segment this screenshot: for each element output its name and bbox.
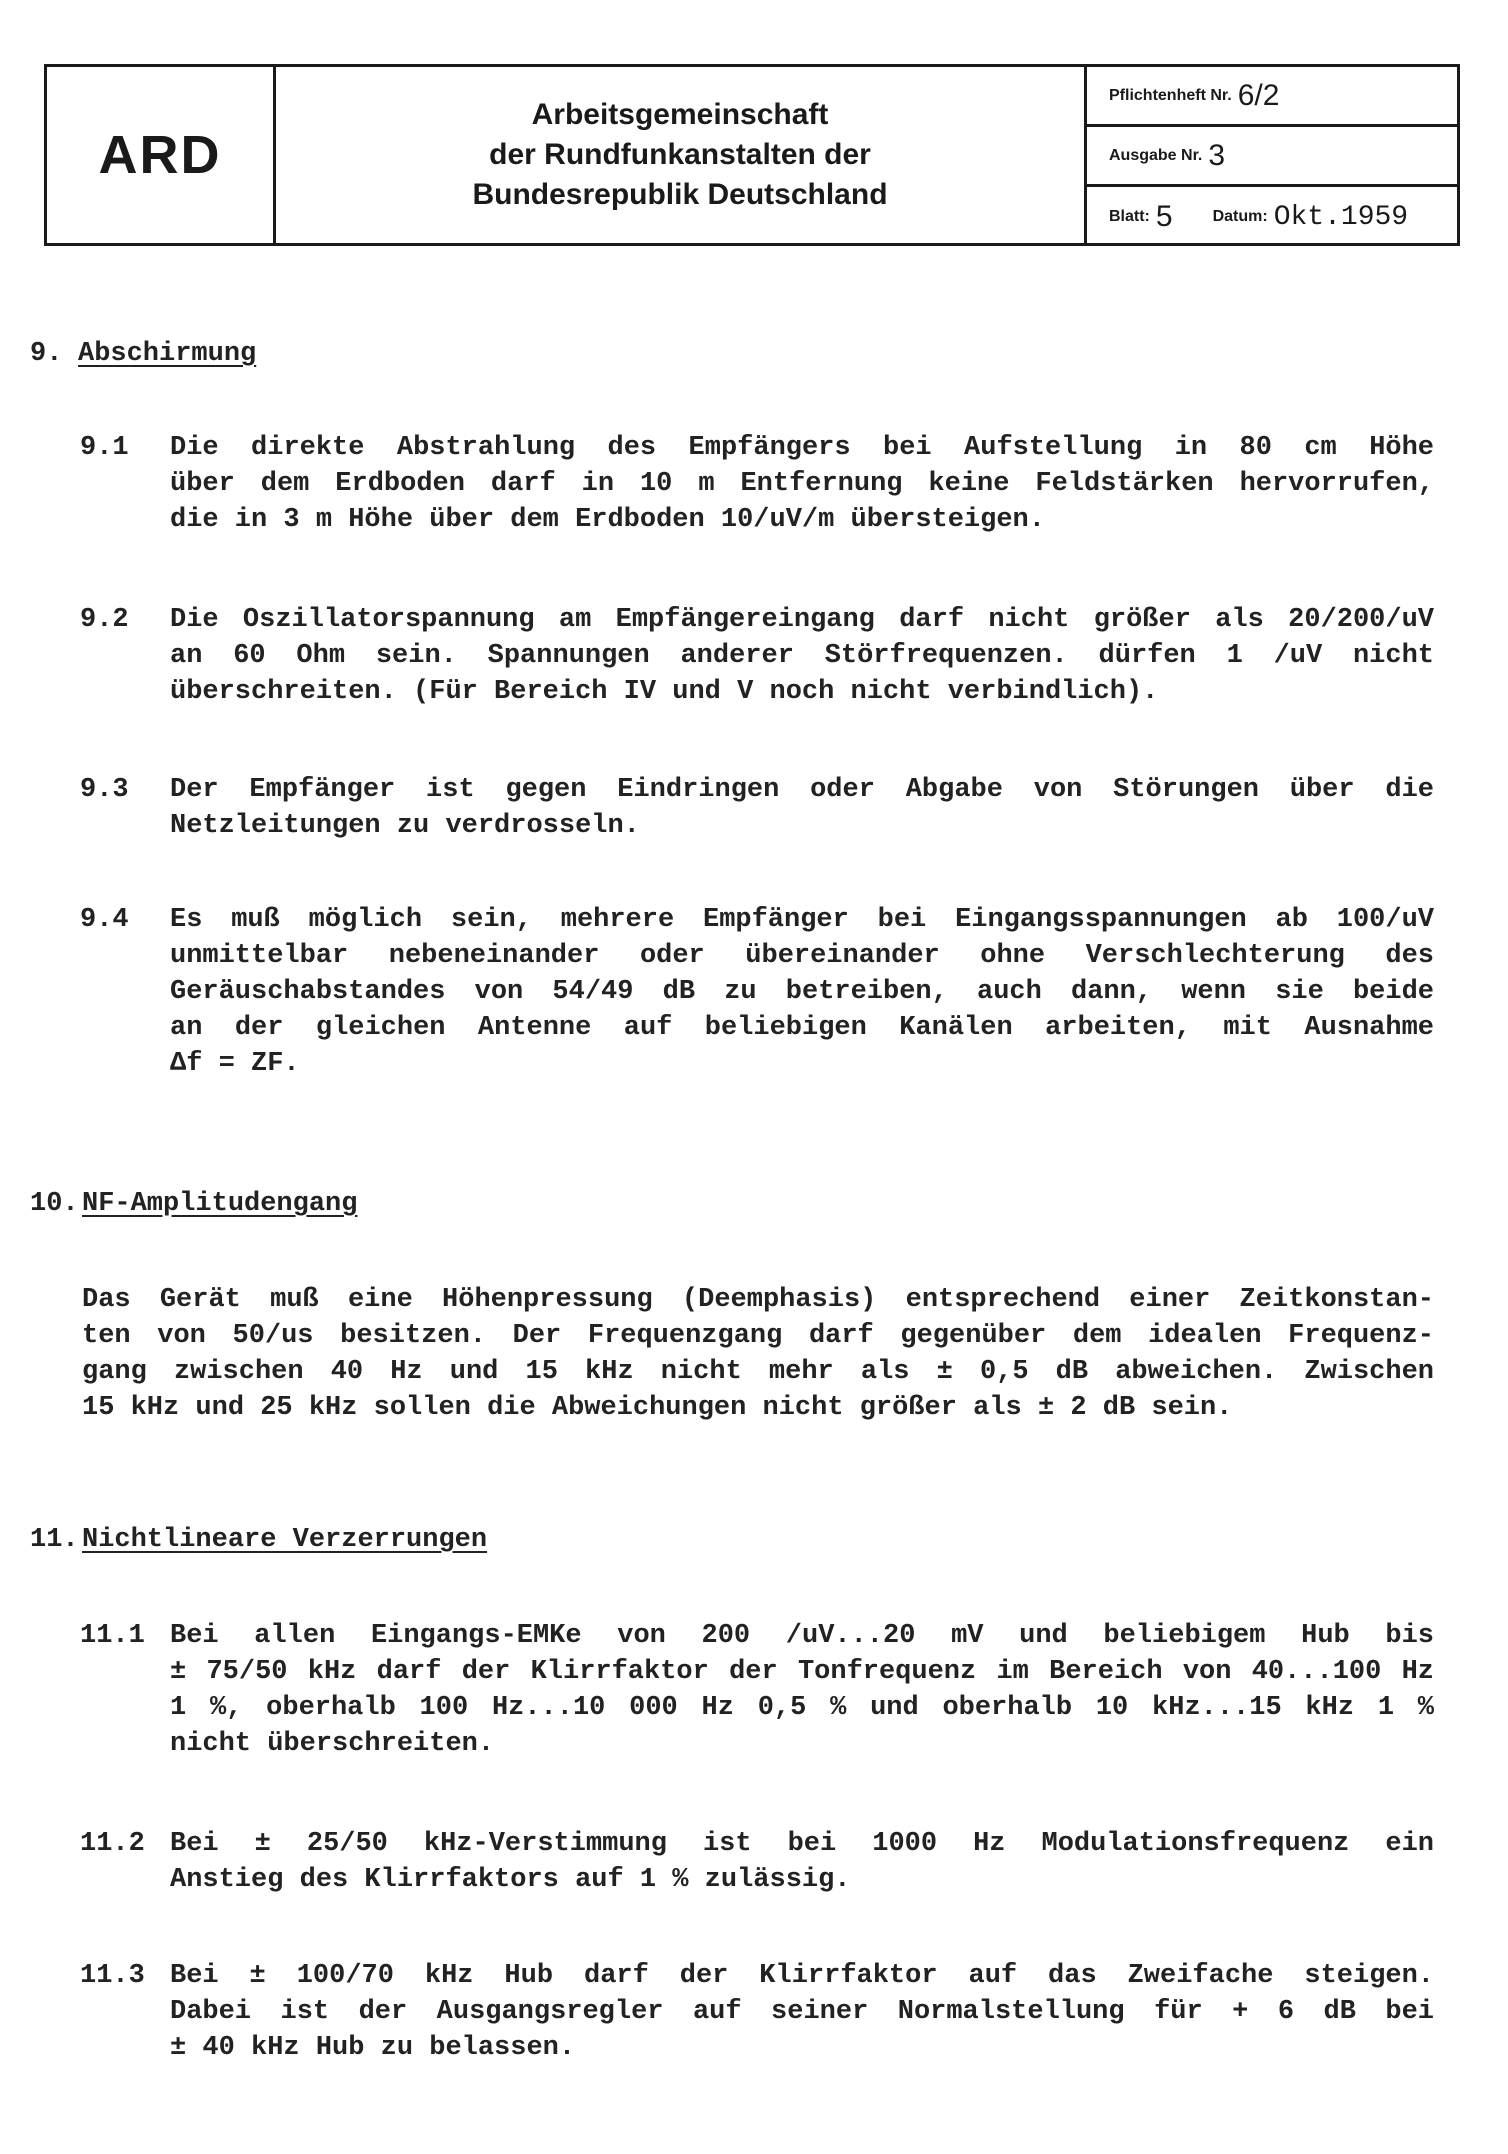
text-line: Das Gerät muß eine Höhenpressung (Deemphasis) entsprechend einer Zeitkonstan- — [82, 1285, 1434, 1315]
org-line-1: Arbeitsgemeinschaft — [531, 98, 829, 131]
text-line: ± 75/50 kHz darf der Klirrfaktor der Tonfrequenz im Bereich von 40...100 Hz — [170, 1657, 1434, 1687]
item-9-2-text — [170, 602, 1434, 710]
text-line: gang zwischen 40 Hz und 15 kHz nicht mehr als ± 0,5 dB abweichen. Zwischen — [82, 1357, 1434, 1387]
section-9-number: 9. — [30, 339, 63, 369]
ard-logo: ARD — [47, 67, 276, 243]
text-line: an der gleichen Antenne auf beliebigen Kanälen arbeiten, mit Ausnahme — [170, 1013, 1434, 1043]
text-line: Dabei ist der Ausgangsregler auf seiner Normalstellung für + 6 dB bei — [170, 1997, 1434, 2027]
section-10-title: NF-Amplitudengang — [82, 1189, 358, 1219]
text-line: ± 40 kHz Hub zu belassen. — [170, 2033, 576, 2063]
text-line: die in 3 m Höhe über dem Erdboden 10/uV/m übersteigen. — [170, 505, 1045, 535]
item-9-3-number: 9.3 — [80, 775, 129, 805]
item-11-2-number: 11.2 — [80, 1829, 145, 1859]
item-9-1-number: 9.1 — [80, 433, 129, 463]
datum-label: Datum: — [1212, 208, 1268, 225]
item-9-3-text — [170, 772, 1434, 844]
text-line: Δf = ZF. — [170, 1049, 300, 1079]
item-9-1-text — [170, 430, 1434, 538]
item-11-3-number: 11.3 — [80, 1961, 145, 1991]
ausgabe-value: 3 — [1208, 138, 1226, 172]
org-line-3: Bundesrepublik Deutschland — [472, 178, 888, 211]
text-line: Es muß möglich sein, mehrere Empfänger bei Eingangsspannungen ab 100/uV — [170, 905, 1434, 935]
item-9-4-number: 9.4 — [80, 905, 129, 935]
pflichtenheft-value: 6/2 — [1237, 78, 1280, 112]
section-11-title: Nichtlineare Verzerrungen — [82, 1525, 488, 1555]
text-line: überschreiten. (Für Bereich IV und V noch nicht verbindlich). — [170, 677, 1159, 707]
text-line: Bei ± 100/70 kHz Hub darf der Klirrfaktor auf das Zweifache steigen. — [170, 1961, 1434, 1991]
section-9-title: Abschirmung — [78, 339, 257, 369]
text-line: Geräuschabstandes von 54/49 dB zu betreiben, auch dann, wenn sie beide — [170, 977, 1434, 1007]
text-line: ten von 50/us besitzen. Der Frequenzgang darf gegenüber dem idealen Frequenz- — [82, 1321, 1434, 1351]
text-line: 15 kHz und 25 kHz sollen die Abweichungen nicht größer als ± 2 dB sein. — [82, 1393, 1233, 1423]
datum-value: Okt.1959 — [1273, 201, 1409, 233]
text-line: unmittelbar nebeneinander oder übereinander ohne Verschlechterung des — [170, 941, 1434, 971]
org-line-2: der Rundfunkanstalten der — [489, 138, 871, 171]
text-line: Bei ± 25/50 kHz-Verstimmung ist bei 1000 Hz Modulationsfrequenz ein — [170, 1829, 1434, 1859]
pflichtenheft-row — [1087, 67, 1457, 127]
section-10-number: 10. — [30, 1189, 79, 1219]
organization-name — [276, 67, 1087, 243]
item-11-1-number: 11.1 — [80, 1621, 145, 1651]
document-meta — [1087, 67, 1457, 243]
item-11-2-text — [170, 1826, 1434, 1898]
section-11-number: 11. — [30, 1525, 79, 1555]
text-line: nicht überschreiten. — [170, 1729, 495, 1759]
text-line: 1 %, oberhalb 100 Hz...10 000 Hz 0,5 % und oberhalb 10 kHz...15 kHz 1 % — [170, 1693, 1434, 1723]
document-header — [44, 64, 1460, 246]
text-line: Anstieg des Klirrfaktors auf 1 % zulässig. — [170, 1865, 851, 1895]
text-line: Die direkte Abstrahlung des Empfängers bei Aufstellung in 80 cm Höhe — [170, 433, 1434, 463]
section-10-text — [82, 1282, 1434, 1426]
text-line: Netzleitungen zu verdrosseln. — [170, 811, 640, 841]
item-9-2-number: 9.2 — [80, 605, 129, 635]
item-9-4-text — [170, 902, 1434, 1082]
blatt-value: 5 — [1155, 200, 1173, 233]
ausgabe-label: Ausgabe Nr. — [1109, 146, 1203, 164]
ausgabe-row — [1087, 127, 1457, 187]
pflichtenheft-label: Pflichtenheft Nr. — [1109, 86, 1232, 104]
text-line: Der Empfänger ist gegen Eindringen oder Abgabe von Störungen über die — [170, 775, 1434, 805]
blatt-label: Blatt: — [1109, 208, 1150, 225]
text-line: Bei allen Eingangs-EMKe von 200 /uV...20 mV und beliebigem Hub bis — [170, 1621, 1434, 1651]
item-11-1-text — [170, 1618, 1434, 1762]
text-line: Die Oszillatorspannung am Empfängereingang darf nicht größer als 20/200/uV — [170, 605, 1434, 635]
blatt-datum-row — [1087, 187, 1457, 247]
item-11-3-text — [170, 1958, 1434, 2066]
text-line: über dem Erdboden darf in 10 m Entfernung keine Feldstärken hervorrufen, — [170, 469, 1434, 499]
text-line: an 60 Ohm sein. Spannungen anderer Störfrequenzen. dürfen 1 /uV nicht — [170, 641, 1434, 671]
